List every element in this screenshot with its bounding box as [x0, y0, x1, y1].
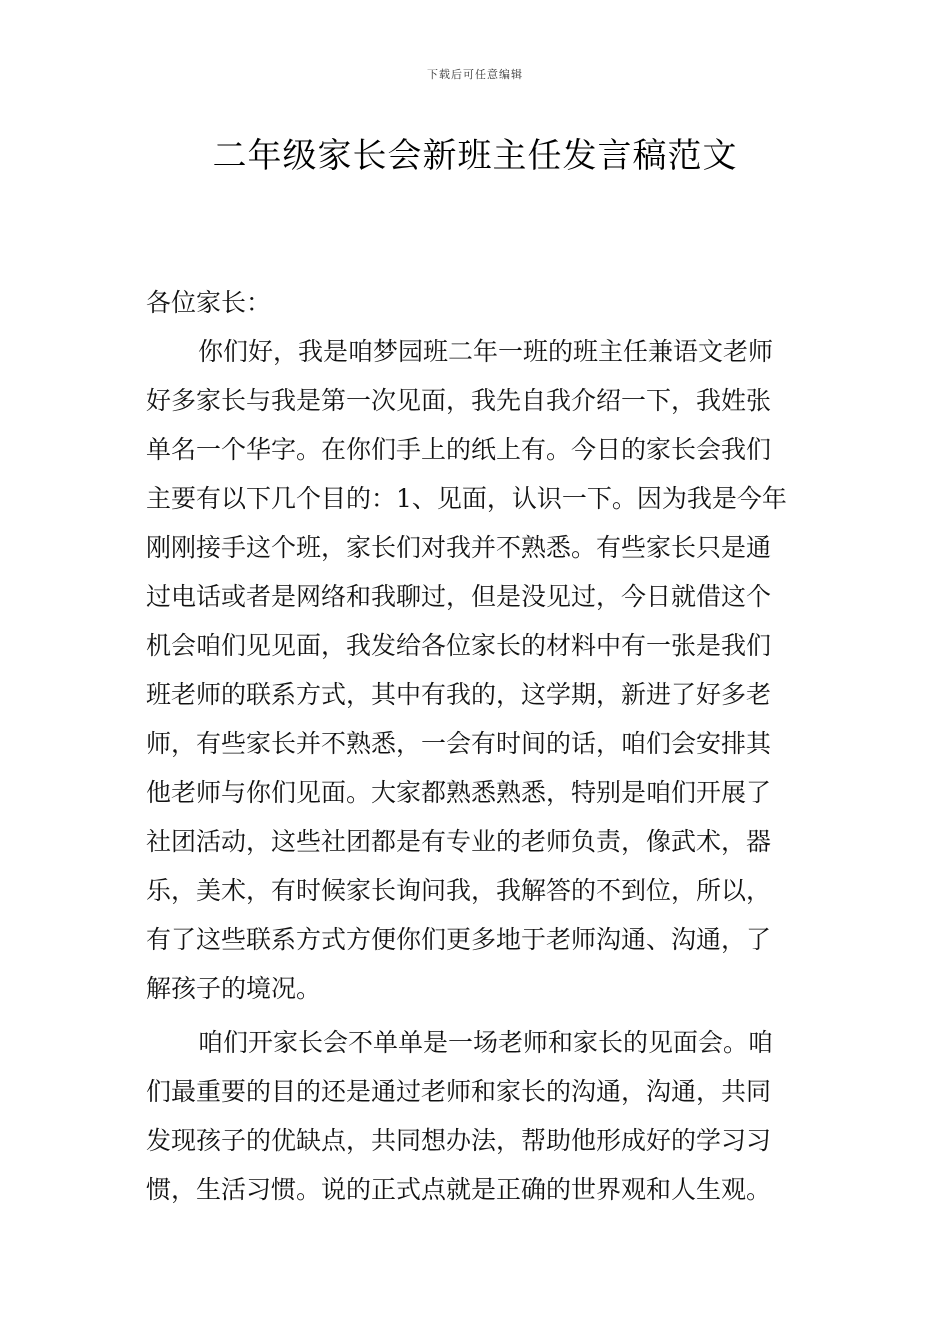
paragraph-line: 惯，生活习惯。说的正式点就是正确的世界观和人生观。	[146, 1175, 772, 1204]
paragraph-line: 班老师的联系方式，其中有我的，这学期，新进了好多老	[146, 680, 772, 709]
paragraph-line: 咱们开家长会不单单是一场老师和家长的见面会。咱	[198, 1028, 774, 1057]
header-note: 下载后可任意编辑	[427, 68, 523, 81]
paragraph-line: 社团活动，这些社团都是有专业的老师负责，像武术，器	[146, 827, 772, 856]
paragraph-line: 过电话或者是网络和我聊过，但是没见过，今日就借这个	[146, 582, 772, 611]
document-title: 二年级家长会新班主任发言稿范文	[212, 136, 738, 176]
paragraph-line: 他老师与你们见面。大家都熟悉熟悉，特别是咱们开展了	[146, 778, 772, 807]
paragraph-line: 师，有些家长并不熟悉，一会有时间的话，咱们会安排其	[146, 729, 772, 758]
paragraph-line: 乐，美术，有时候家长询问我，我解答的不到位，所以，	[146, 876, 772, 905]
paragraph-line: 你们好，我是咱梦园班二年一班的班主任兼语文老师	[198, 337, 774, 366]
document-body	[146, 278, 812, 1214]
paragraph-line: 发现孩子的优缺点，共同想办法，帮助他形成好的学习习	[146, 1126, 772, 1155]
paragraph-line: 们最重要的目的还是通过老师和家长的沟通，沟通，共同	[146, 1077, 772, 1106]
paragraph-line: 主要有以下几个目的：1、见面，认识一下。因为我是今年	[146, 484, 787, 513]
paragraph-line: 有了这些联系方式方便你们更多地于老师沟通、沟通，了	[146, 925, 772, 954]
paragraph-line: 刚刚接手这个班，家长们对我并不熟悉。有些家长只是通	[146, 533, 772, 562]
paragraph-line: 机会咱们见见面，我发给各位家长的材料中有一张是我们	[146, 631, 772, 660]
paragraph-line: 解孩子的境况。	[146, 974, 322, 1003]
salutation: 各位家长：	[146, 288, 272, 317]
paragraph-1	[146, 327, 812, 1013]
paragraph-line: 好多家长与我是第一次见面，我先自我介绍一下，我姓张	[146, 386, 772, 415]
paragraph-2	[146, 1018, 812, 1214]
paragraph-line: 单名一个华字。在你们手上的纸上有。今日的家长会我们	[146, 435, 772, 464]
